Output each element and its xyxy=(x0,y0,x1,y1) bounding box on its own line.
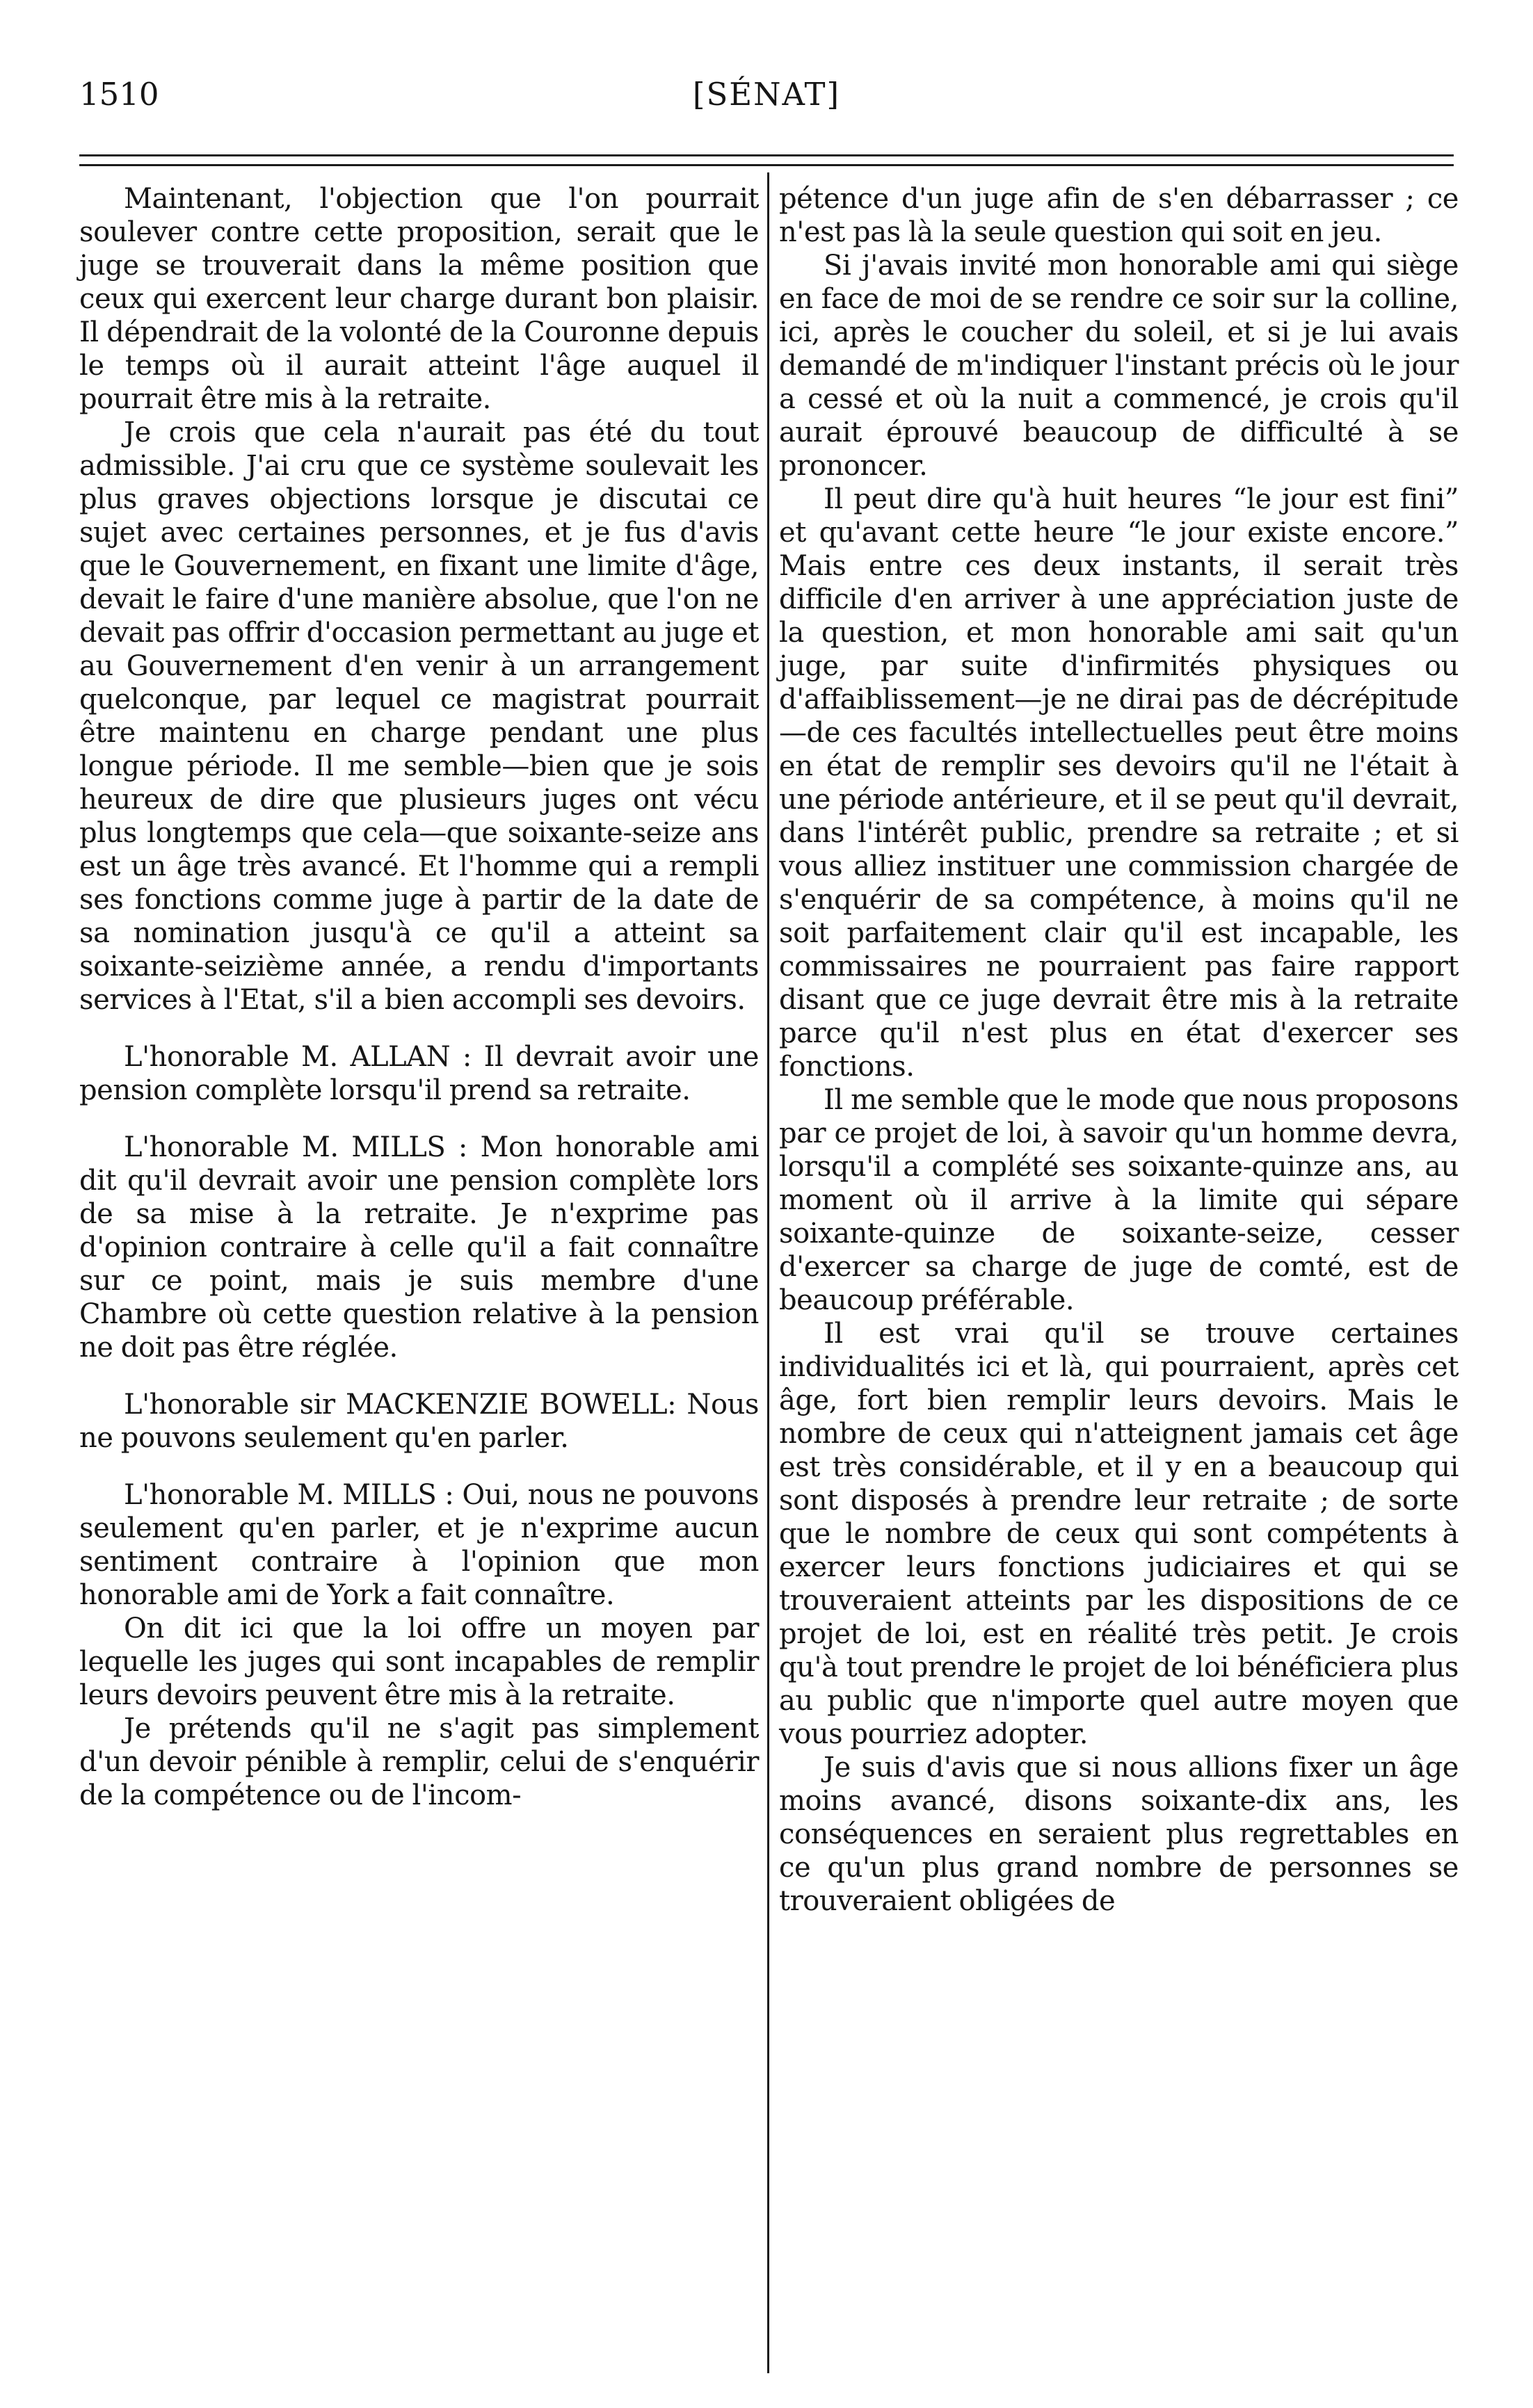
left-column xyxy=(79,182,759,1812)
paragraph: Il est vrai qu'il se trouve certaines individualités ici et là, qui pourraient, après cet âge, fort bien remplir leurs devoirs. Mais le nombre de ceux qui n'atteignent jamais cet âge est très considérable, et il y en a beaucoup qui sont disposés à prendre leur retraite ; de sorte que le nombre de ceux qui sont compétents à exercer leurs fonctions judiciaires et qui se trouveraient atteints par les dispositions de ce projet de loi, est en réalité très petit. Je crois qu'à tout prendre le projet de loi bénéficiera plus au public que n'importe quel autre moyen que vous pourriez adopter. xyxy=(779,1318,1459,1750)
speaker-paragraph: L'honorable sir MACKENZIE BOWELL: Nous ne pouvons seulement qu'en parler. xyxy=(79,1389,759,1454)
right-column xyxy=(779,182,1459,1918)
speaker-paragraph: L'honorable M. MILLS : Mon honorable ami dit qu'il devrait avoir une pension complète lors de sa mise à la retraite. Je n'exprime pas d'opinion contraire à celle qu'il a fait connaître sur ce point, mais je suis membre d'une Chambre où cette question relative à la pension ne doit pas être réglée. xyxy=(79,1131,759,1364)
paragraph: pétence d'un juge afin de s'en débarrasser ; ce n'est pas là la seule question qui soit en jeu. xyxy=(779,183,1459,248)
header-rule-bottom xyxy=(79,164,1454,166)
paragraph: Maintenant, l'objection que l'on pourrait soulever contre cette proposition, serait que le juge se trouverait dans la même position que ceux qui exercent leur charge durant bon plaisir. Il dépendrait de la volonté de la Couronne depuis le temps où il aurait atteint l'âge auquel il pourrait être mis à la retraite. xyxy=(79,183,759,415)
column-divider xyxy=(767,172,769,2373)
paragraph: Il peut dire qu'à huit heures “le jour est fini” et qu'avant cette heure “le jour existe encore.” Mais entre ces deux instants, il serait très difficile d'en arriver à une appréciation juste de la question, et mon honorable ami sait qu'un juge, par suite d'infirmités physiques ou d'affaiblissement—je ne dirai pas de décrépitude—de ces facultés intellectuelles peut être moins en état de remplir ses devoirs qu'il ne l'était à une période antérieure, et il se peut qu'il devrait, dans l'intérêt public, prendre sa retraite ; et si vous alliez instituer une commission chargée de s'enquérir de sa compétence, à moins qu'il ne soit parfaitement clair qu'il est incapable, les commissaires ne pourraient pas faire rapport disant que ce juge devrait être mis à la retraite parce qu'il n'est plus en état d'exercer ses fonctions. xyxy=(779,483,1459,1083)
paragraph: Si j'avais invité mon honorable ami qui siège en face de moi de se rendre ce soir sur la colline, ici, après le coucher du soleil, et si je lui avais demandé de m'indiquer l'instant précis où le jour a cessé et où la nuit a commencé, je crois qu'il aurait éprouvé beaucoup de difficulté à se prononcer. xyxy=(779,250,1459,482)
paragraph: Je prétends qu'il ne s'agit pas simplement d'un devoir pénible à remplir, celui de s'enquérir de la compétence ou de l'incom- xyxy=(79,1713,759,1811)
paragraph: Il me semble que le mode que nous proposons par ce projet de loi, à savoir qu'un homme devra, lorsqu'il a complété ses soixante-quinze ans, au moment où il arrive à la limite qui sépare soixante-quinze de soixante-seize, cesser d'exercer sa charge de juge de comté, est de beaucoup préférable. xyxy=(779,1084,1459,1316)
header-rule-top xyxy=(79,154,1454,156)
paragraph: Je crois que cela n'aurait pas été du tout admissible. J'ai cru que ce système soulevait les plus graves objections lorsque je discutai ce sujet avec certaines personnes, et je fus d'avis que le Gouvernement, en fixant une limite d'âge, devait le faire d'une manière absolue, que l'on ne devait pas offrir d'occasion permettant au juge et au Gouvernement d'en venir à un arrangement quelconque, par lequel ce magistrat pourrait être maintenu en charge pendant une plus longue période. Il me semble—bien que je sois heureux de dire que plusieurs juges ont vécu plus longtemps que cela—que soixante-seize ans est un âge très avancé. Et l'homme qui a rempli ses fonctions comme juge à partir de la date de sa nomination jusqu'à ce qu'il a atteint sa soixante-seizième année, a rendu d'importants services à l'Etat, s'il a bien accompli ses devoirs. xyxy=(79,417,759,1016)
paragraph: Je suis d'avis que si nous allions fixer un âge moins avancé, disons soixante-dix ans, les conséquences en seraient plus regrettables en ce qu'un plus grand nombre de personnes se trouveraient obligées de xyxy=(779,1752,1459,1917)
running-title: [SÉNAT] xyxy=(692,76,841,113)
page-number: 1510 xyxy=(79,76,159,113)
page-header xyxy=(79,75,1454,114)
paragraph: On dit ici que la loi offre un moyen par lequelle les juges qui sont incapables de remplir leurs devoirs peuvent être mis à la retraite. xyxy=(79,1613,759,1711)
speaker-paragraph: L'honorable M. ALLAN : Il devrait avoir une pension complète lorsqu'il prend sa retraite. xyxy=(79,1041,759,1106)
speaker-paragraph: L'honorable M. MILLS : Oui, nous ne pouvons seulement qu'en parler, et je n'exprime aucun sentiment contraire à l'opinion que mon honorable ami de York a fait connaître. xyxy=(79,1479,759,1611)
